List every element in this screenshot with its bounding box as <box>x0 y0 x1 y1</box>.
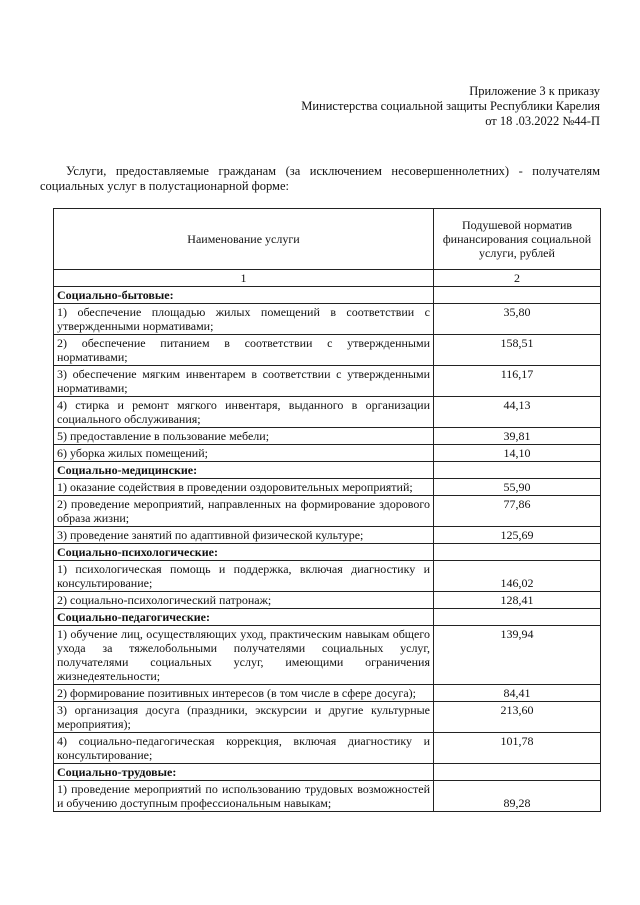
section-row <box>54 544 601 561</box>
service-name: 1) обеспечение площадью жилых помещений в соответствии с утвержденными нормативами; <box>54 304 434 335</box>
section-row <box>54 764 601 781</box>
table-row <box>54 733 601 764</box>
services-table <box>53 208 601 812</box>
table-row <box>54 479 601 496</box>
table-row <box>54 685 601 702</box>
service-name: 2) проведение мероприятий, направленных на формирование здорового образа жизни; <box>54 496 434 527</box>
header-line-3: от 18 .03.2022 №44-П <box>485 114 600 128</box>
section-title: Социально-педагогические: <box>54 609 434 626</box>
service-name: 2) формирование позитивных интересов (в том числе в сфере досуга); <box>54 685 434 702</box>
table-row <box>54 781 601 812</box>
table-header-row <box>54 209 601 270</box>
table-row <box>54 626 601 685</box>
section-row <box>54 287 601 304</box>
section-empty-cell <box>434 609 601 626</box>
service-name: 1) психологическая помощь и поддержка, включая диагностику и консультирование; <box>54 561 434 592</box>
table-row <box>54 335 601 366</box>
service-value: 77,86 <box>434 496 601 527</box>
table-row <box>54 428 601 445</box>
service-value: 116,17 <box>434 366 601 397</box>
header-line-1: Приложение 3 к приказу <box>469 84 600 98</box>
section-empty-cell <box>434 287 601 304</box>
service-value: 55,90 <box>434 479 601 496</box>
table-row <box>54 445 601 462</box>
section-title: Социально-медицинские: <box>54 462 434 479</box>
service-name: 4) социально-педагогическая коррекция, включая диагностику и консультирование; <box>54 733 434 764</box>
column-header-norm: Подушевой норматив финансирования социальной услуги, рублей <box>434 209 601 270</box>
service-name: 6) уборка жилых помещений; <box>54 445 434 462</box>
intro-text: Услуги, предоставляемые гражданам (за исключением несовершеннолетних) - получателям социальных услуг в полустационарной форме: <box>40 164 600 193</box>
service-value: 139,94 <box>434 626 601 685</box>
section-empty-cell <box>434 462 601 479</box>
table-row <box>54 702 601 733</box>
service-value: 128,41 <box>434 592 601 609</box>
service-value: 14,10 <box>434 445 601 462</box>
service-name: 1) обучение лиц, осуществляющих уход, практическим навыкам общего ухода за тяжелобольными получателями социальных услуг, получателями социальных услуг, имеющими ограничения жизнедеятельности; <box>54 626 434 685</box>
column-number-row <box>54 270 601 287</box>
table-row <box>54 527 601 544</box>
section-empty-cell <box>434 764 601 781</box>
section-title: Социально-трудовые: <box>54 764 434 781</box>
table-row <box>54 304 601 335</box>
service-value: 213,60 <box>434 702 601 733</box>
service-name: 3) организация досуга (праздники, экскурсии и другие культурные мероприятия); <box>54 702 434 733</box>
service-value: 146,02 <box>434 561 601 592</box>
service-name: 1) оказание содействия в проведении оздоровительных мероприятий; <box>54 479 434 496</box>
service-value: 39,81 <box>434 428 601 445</box>
intro-paragraph <box>40 164 600 194</box>
service-name: 2) обеспечение питанием в соответствии с утвержденными нормативами; <box>54 335 434 366</box>
table-row <box>54 397 601 428</box>
table-row <box>54 366 601 397</box>
service-name: 1) проведение мероприятий по использованию трудовых возможностей и обучению доступным профессиональным навыкам; <box>54 781 434 812</box>
column-header-name: Наименование услуги <box>54 209 434 270</box>
document-header <box>301 84 600 129</box>
service-name: 4) стирка и ремонт мягкого инвентаря, выданного в организации социального обслуживания; <box>54 397 434 428</box>
service-value: 44,13 <box>434 397 601 428</box>
service-name: 2) социально-психологический патронаж; <box>54 592 434 609</box>
service-value: 35,80 <box>434 304 601 335</box>
section-empty-cell <box>434 544 601 561</box>
header-line-2: Министерства социальной защиты Республики Карелия <box>301 99 600 113</box>
service-value: 89,28 <box>434 781 601 812</box>
service-name: 3) проведение занятий по адаптивной физической культуре; <box>54 527 434 544</box>
table-body <box>54 287 601 812</box>
section-row <box>54 609 601 626</box>
section-title: Социально-психологические: <box>54 544 434 561</box>
service-value: 158,51 <box>434 335 601 366</box>
section-row <box>54 462 601 479</box>
column-number-1: 1 <box>54 270 434 287</box>
service-value: 125,69 <box>434 527 601 544</box>
table-row <box>54 561 601 592</box>
service-value: 84,41 <box>434 685 601 702</box>
service-name: 3) обеспечение мягким инвентарем в соответствии с утвержденными нормативами; <box>54 366 434 397</box>
column-number-2: 2 <box>434 270 601 287</box>
service-value: 101,78 <box>434 733 601 764</box>
section-title: Социально-бытовые: <box>54 287 434 304</box>
service-name: 5) предоставление в пользование мебели; <box>54 428 434 445</box>
table-row <box>54 496 601 527</box>
table-row <box>54 592 601 609</box>
